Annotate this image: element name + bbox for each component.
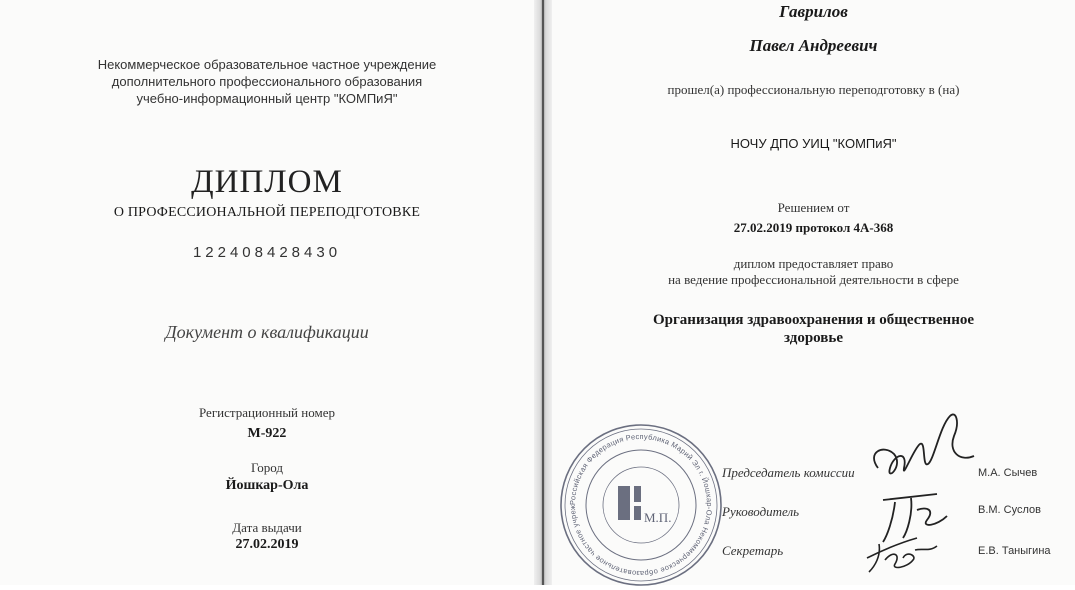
- city-label: Город: [250, 460, 284, 475]
- role-secretary: Секретарь: [722, 543, 784, 558]
- person-secretary: Е.В. Таныгина: [978, 545, 1051, 557]
- stamp-ring-text: Российская Федерация Республика Марий Эл г. Йошкар-Ола Некоммерческое образовательное частное учреждение дополнительного профессионального образования: [552, 413, 715, 579]
- diploma-left-page: [0, 0, 534, 585]
- holder-name: Павел Андреевич: [749, 36, 878, 55]
- diploma-title: ДИПЛОМ: [191, 164, 343, 200]
- book-spine: [534, 0, 552, 585]
- decision-value: 27.02.2019 протокол 4А-368: [733, 220, 894, 235]
- decision-label: Решением от: [777, 200, 850, 215]
- stamp-mp-text: М.П.: [644, 510, 672, 525]
- field-line-1: Организация здравоохранения и общественное: [652, 312, 974, 328]
- organization-name: НОЧУ ДПО УИЦ "КОМПиЯ": [730, 136, 897, 151]
- role-chairman: Председатель комиссии: [722, 465, 855, 480]
- role-director: Руководитель: [722, 504, 800, 519]
- institution-line-2: дополнительного профессионального образования: [111, 74, 423, 89]
- person-chairman: М.А. Сычев: [978, 467, 1038, 479]
- passed-text: прошел(а) профессиональную переподготовку в (на): [667, 82, 960, 97]
- document-type: Документ о квалификации: [165, 322, 369, 342]
- holder-surname: Гаврилов: [779, 2, 848, 21]
- issue-date-value: 27.02.2019: [235, 537, 299, 552]
- official-stamp: [552, 413, 726, 590]
- right-grant-line-2: на ведение профессиональной деятельности в сфере: [668, 272, 959, 287]
- secretary-signature: [857, 520, 947, 580]
- registration-label: Регистрационный номер: [199, 405, 335, 420]
- diploma-right-page: [552, 0, 1075, 585]
- diploma-subtitle: О ПРОФЕССИОНАЛЬНОЙ ПЕРЕПОДГОТОВКЕ: [113, 205, 421, 220]
- right-grant-line-1: диплом предоставляет право: [733, 256, 894, 271]
- issue-date-label: Дата выдачи: [232, 520, 302, 535]
- registration-value: М-922: [247, 426, 287, 441]
- city-value: Йошкар-Ола: [225, 478, 309, 493]
- serial-number: 122408428430: [192, 244, 342, 261]
- institution-line-1: Некоммерческое образовательное частное учреждение: [97, 57, 437, 72]
- institution-line-3: учебно-информационный центр "КОМПиЯ": [136, 91, 398, 106]
- person-director: В.М. Суслов: [978, 504, 1041, 516]
- field-line-2: здоровье: [783, 330, 843, 346]
